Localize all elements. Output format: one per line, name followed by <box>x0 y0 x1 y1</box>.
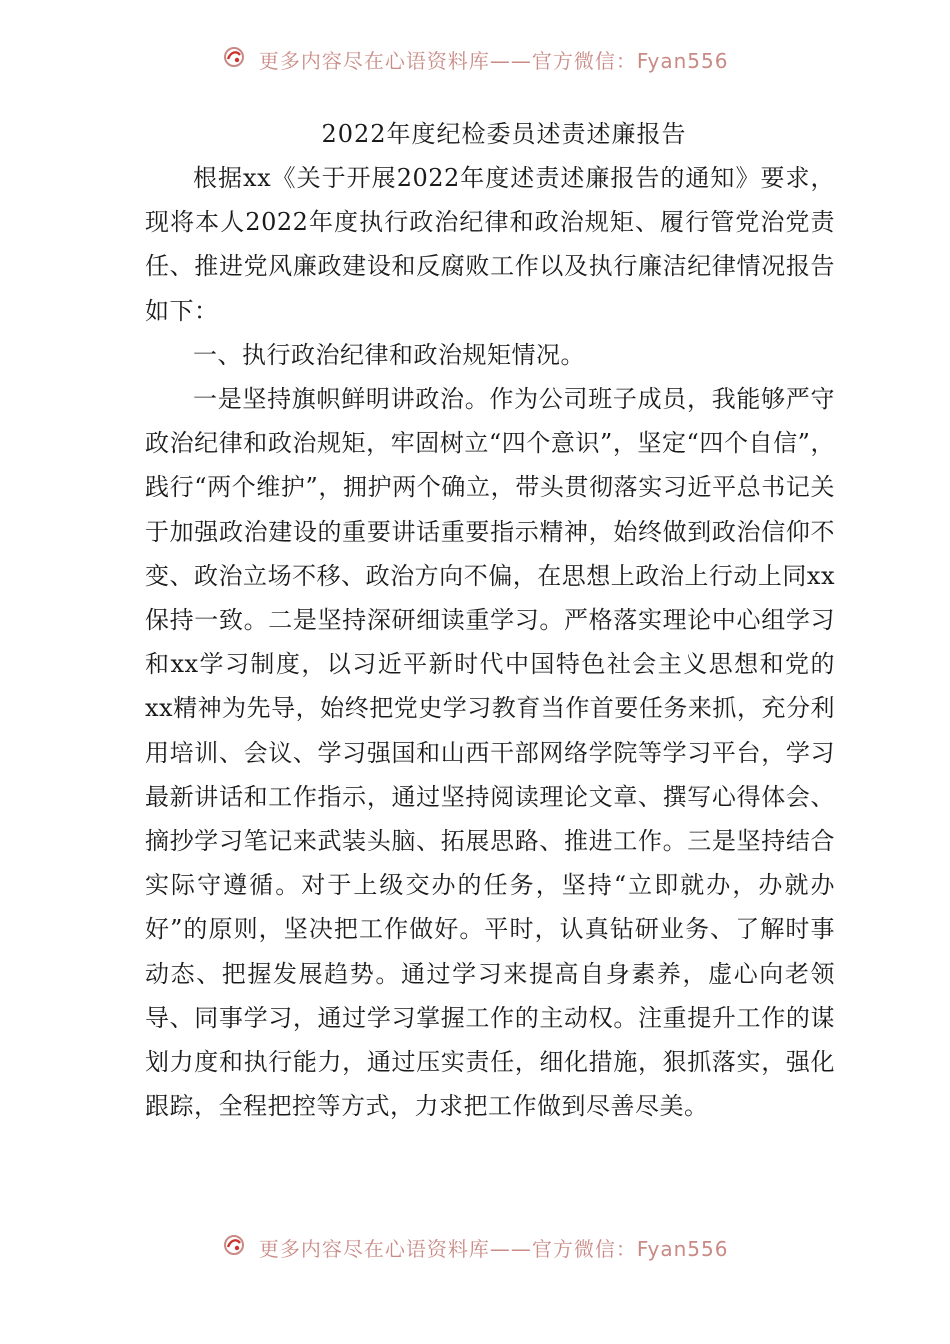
section-heading-1: 一、执行政治纪律和政治规矩情况。 <box>193 340 585 369</box>
watermark-header <box>0 45 950 74</box>
logo-icon <box>222 45 246 74</box>
logo-icon <box>222 1233 246 1262</box>
watermark-footer <box>0 1233 950 1262</box>
paragraph-intro: 根据xx《关于开展2022年度述责述廉报告的通知》要求，现将本人2022年度执行政治纪律和政治规矩、履行管党治党责任、推进党风廉政建设和反腐败工作以及执行廉洁纪律情况报告如下： <box>145 164 835 325</box>
document-title: 2022年度纪检委员述责述廉报告 <box>321 120 687 148</box>
watermark-text: 更多内容尽在心语资料库——官方微信：Fyan556 <box>258 49 729 73</box>
paragraph-body: 一是坚持旗帜鲜明讲政治。作为公司班子成员，我能够严守政治纪律和政治规矩，牢固树立“四个意识”，坚定“四个自信”，践行“两个维护”，拥护两个确立，带头贯彻落实习近平总书记关于加强政治建设的重要讲话重要指示精神，始终做到政治信仰不变、政治立场不移、政治方向不偏，在思想上政治上行动上同xx保持一致。二是坚持深研细读重学习。严格落实理论中心组学习和xx学习制度，以习近平新时代中国特色社会主义思想和党的xx精神为先导，始终把党史学习教育当作首要任务来抓，充分利用培训、会议、学习强国和山西干部网络学院等学习平台，学习最新讲话和工作指示，通过坚持阅读理论文章、撰写心得体会、摘抄学习笔记来武装头脑、拓展思路、推进工作。三是坚持结合实际守遵循。对于上级交办的任务，坚持“立即就办，办就办好”的原则，坚决把工作做好。平时，认真钻研业务、了解时事动态、把握发展趋势。通过学习来提高自身素养，虚心向老领导、同事学习，通过学习掌握工作的主动权。注重提升工作的谋划力度和执行能力，通过压实责任，细化措施，狠抓落实，强化跟踪，全程把控等方式，力求把工作做到尽善尽美。 <box>145 385 835 1121</box>
watermark-text: 更多内容尽在心语资料库——官方微信：Fyan556 <box>258 1237 729 1261</box>
document-page <box>145 112 835 1128</box>
